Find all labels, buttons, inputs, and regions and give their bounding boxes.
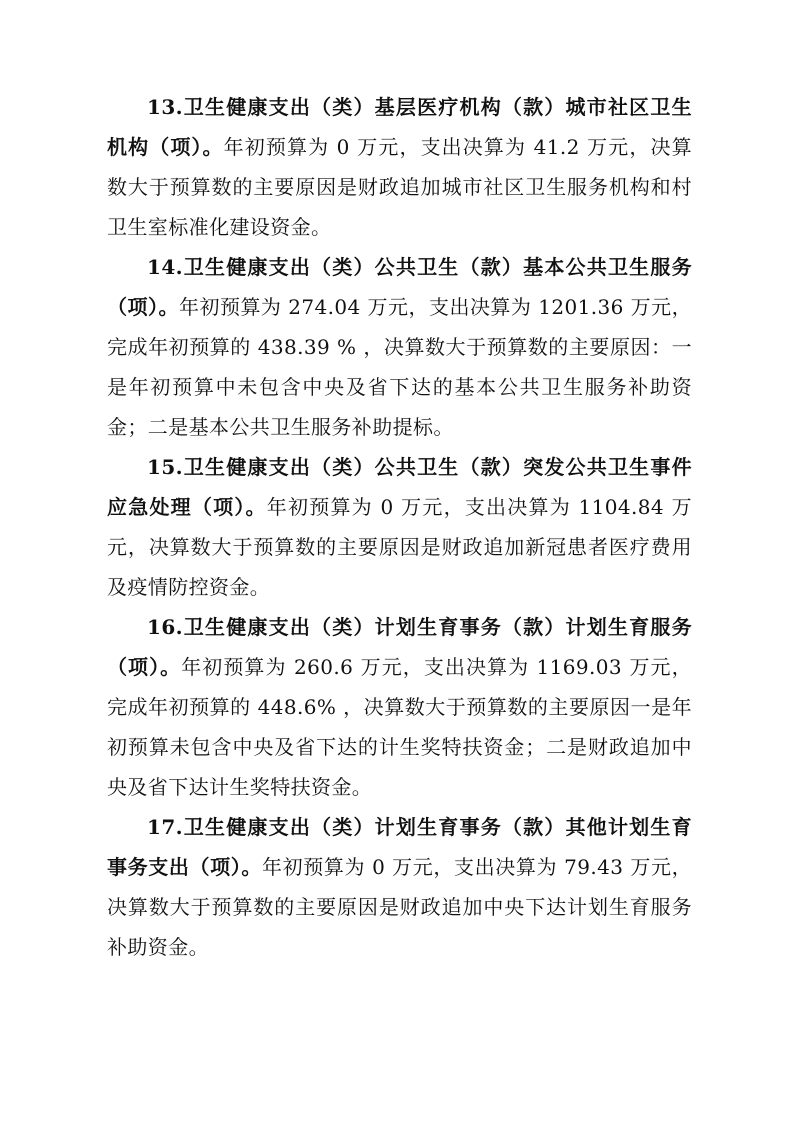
paragraph-item-16 (107, 607, 692, 807)
item-body: 年初预算为 0 万元，支出决算为 79.43 万元，决算数大于预算数的主要原因是财政追加中央下达计划生育服务补助资金。 (107, 855, 693, 959)
item-heading: 15.卫生健康支出（类）公共卫生（款）突发公共卫生事件应急处理（项）。 (107, 455, 692, 519)
item-heading: 13.卫生健康支出（类）基层医疗机构（款）城市社区卫生机构（项）。 (107, 95, 692, 159)
item-body: 年初预算为 0 万元，支出决算为 41.2 万元，决算数大于预算数的主要原因是财政追加城市社区卫生服务机构和村卫生室标准化建设资金。 (107, 135, 692, 239)
item-heading: 14.卫生健康支出（类）公共卫生（款）基本公共卫生服务（项）。 (107, 255, 692, 319)
item-body: 年初预算为 260.6 万元，支出决算为 1169.03 万元，完成年初预算的 448.6% ，决算数大于预算数的主要原因一是年初预算未包含中央及省下达的计生奖特扶资金；二是财政追加中央及省下达计生奖特扶资金。 (107, 655, 692, 799)
paragraph-item-17 (107, 807, 692, 967)
item-heading: 16.卫生健康支出（类）计划生育事务（款）计划生育服务（项）。 (107, 615, 692, 679)
paragraph-item-14 (107, 247, 692, 447)
document-page (107, 87, 692, 967)
item-body: 年初预算为 274.04 万元，支出决算为 1201.36 万元，完成年初预算的 438.39 % ，决算数大于预算数的主要原因：一是年初预算中未包含中央及省下达的基本公共卫生服务补助资金；二是基本公共卫生服务补助提标。 (107, 295, 692, 439)
item-heading: 17.卫生健康支出（类）计划生育事务（款）其他计划生育事务支出（项）。 (107, 815, 692, 879)
paragraph-item-13 (107, 87, 692, 247)
paragraph-item-15 (107, 447, 692, 607)
item-body: 年初预算为 0 万元，支出决算为 1104.84 万元，决算数大于预算数的主要原因是财政追加新冠患者医疗费用及疫情防控资金。 (107, 495, 693, 599)
